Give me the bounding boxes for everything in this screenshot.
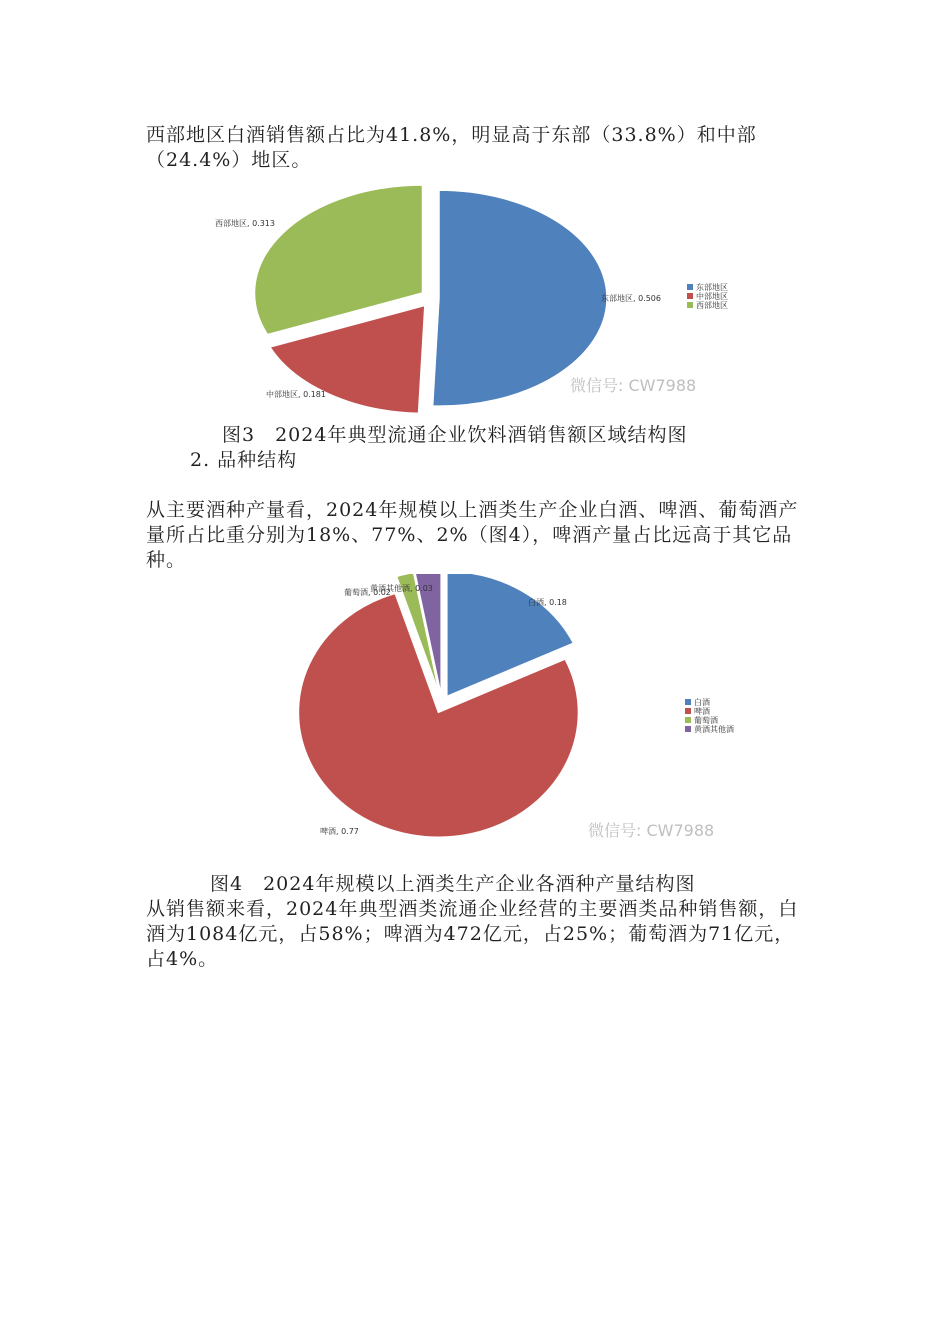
legend-label-2: 啤酒 xyxy=(694,707,710,716)
paragraph-sales-share: 从销售额来看，2024年典型酒类流通企业经营的主要酒类品种销售额，白酒为1084亿元，占58%；啤酒为472亿元，占25%；葡萄酒为71亿元，占4%。 xyxy=(146,898,799,970)
data-label-3: 葡萄酒, 0.02 xyxy=(344,588,391,597)
data-label-3: 西部地区, 0.313 xyxy=(215,219,275,228)
legend-swatch-4 xyxy=(685,726,691,732)
figure-3-caption: 图3 2024年典型流通企业饮料酒销售额区域结构图 xyxy=(222,424,688,446)
legend-label-3: 西部地区 xyxy=(696,301,728,310)
legend-swatch-2 xyxy=(687,293,693,299)
paragraph-production-share: 从主要酒种产量看，2024年规模以上酒类生产企业白酒、啤酒、葡萄酒产量所占比重分别为18%、77%、2%（图4），啤酒产量占比远高于其它品种。 xyxy=(146,499,799,571)
legend-swatch-3 xyxy=(685,717,691,723)
legend-swatch-1 xyxy=(685,699,691,705)
legend-swatch-2 xyxy=(685,708,691,714)
pie-slice-1 xyxy=(433,190,607,406)
legend-label-1: 东部地区 xyxy=(696,283,728,292)
watermark-text: 微信号: CW7988 xyxy=(570,376,697,395)
section-heading: 2. 品种结构 xyxy=(190,449,298,471)
data-label-2: 啤酒, 0.77 xyxy=(320,827,359,836)
watermark-text: 微信号: CW7988 xyxy=(588,821,715,840)
data-label-1: 白酒, 0.18 xyxy=(528,598,567,607)
data-label-4: 黄酒其他酒, 0.03 xyxy=(370,584,433,593)
legend-label-2: 中部地区 xyxy=(696,292,728,301)
data-label-1: 东部地区, 0.506 xyxy=(601,294,661,303)
legend-swatch-1 xyxy=(687,284,693,290)
legend-label-3: 葡萄酒 xyxy=(694,716,718,725)
legend-label-1: 白酒 xyxy=(694,698,710,707)
chart-liquor-pie xyxy=(188,574,762,857)
figure-4-caption: 图4 2024年规模以上酒类生产企业各酒种产量结构图 xyxy=(210,873,696,895)
region-pie-svg xyxy=(200,175,752,413)
liquor-pie-svg xyxy=(188,574,762,857)
legend-swatch-3 xyxy=(687,302,693,308)
data-label-2: 中部地区, 0.181 xyxy=(266,390,326,399)
chart-region-pie xyxy=(200,175,752,413)
legend-label-4: 黄酒其他酒 xyxy=(694,725,734,734)
paragraph-west-share: 西部地区白酒销售额占比为41.8%，明显高于东部（33.8%）和中部（24.4%）地区。 xyxy=(146,124,757,171)
